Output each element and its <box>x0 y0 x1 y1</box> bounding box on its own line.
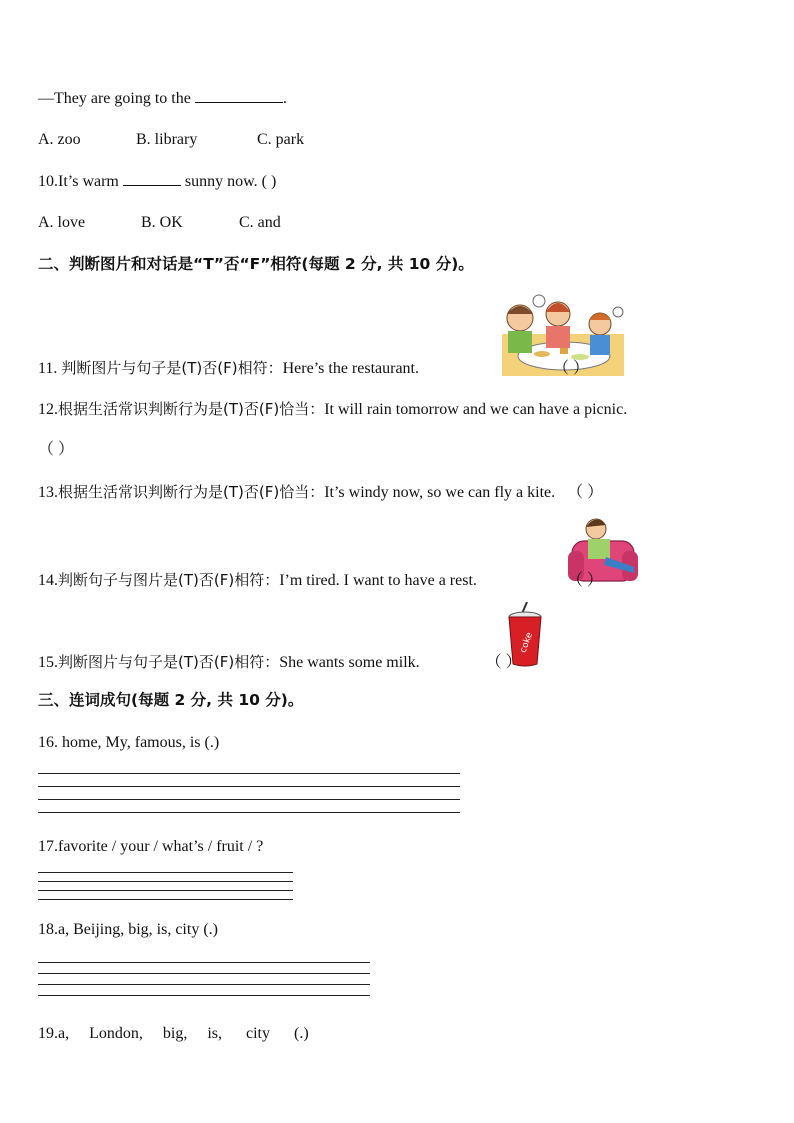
q14-answer-paren[interactable]: （ ） <box>566 572 603 589</box>
q12-sentence: It will rain tomorrow and we can have a picnic. <box>324 401 628 418</box>
q15-number: 15. <box>38 654 58 671</box>
q15 <box>38 652 522 673</box>
q10-stem <box>38 171 276 192</box>
q13 <box>38 482 603 503</box>
q12-answer-paren[interactable]: （ ） <box>38 441 75 458</box>
q11-number: 11. <box>38 360 58 377</box>
q9-option-b[interactable]: B. library <box>136 131 198 148</box>
q9-prefix: —They are going to the <box>38 90 191 107</box>
q13-answer-paren[interactable]: （ ） <box>567 484 604 501</box>
q12-answer-line <box>38 440 74 460</box>
q11-answer-paren[interactable]: （ ） <box>553 360 590 377</box>
q10-answer-paren[interactable]: ( ) <box>261 173 277 190</box>
coke-label: coke <box>518 631 536 655</box>
q13-number: 13. <box>38 484 58 501</box>
q12-instruction: 根据生活常识判断行为是(T)否(F)恰当： <box>58 400 325 418</box>
q13-instruction: 根据生活常识判断行为是(T)否(F)恰当： <box>58 483 325 501</box>
q17-prompt: 17.favorite / your / what’s / fruit / ? <box>38 838 264 855</box>
q14-number: 14. <box>38 572 58 589</box>
q14-sentence: I’m tired. I want to have a rest. <box>279 572 477 589</box>
q10-text-a: It’s warm <box>58 173 119 190</box>
q10-option-c[interactable]: C. and <box>239 214 281 231</box>
q12 <box>38 399 627 420</box>
q9-option-c[interactable]: C. park <box>257 131 305 148</box>
q14 <box>38 570 603 591</box>
q9-blank[interactable] <box>195 88 283 103</box>
q14-instruction: 判断句子与图片是(T)否(F)相符： <box>58 571 280 589</box>
q9-option-a[interactable]: A. zoo <box>38 131 81 148</box>
q15-sentence: She wants some milk. <box>279 654 420 671</box>
q19-prompt: 19.a, London, big, is, city (.) <box>38 1025 309 1042</box>
q9-options <box>38 130 304 150</box>
q11-instruction: 判断图片与句子是(T)否(F)相符： <box>61 359 283 377</box>
q16-prompt: 16. home, My, famous, is (.) <box>38 734 220 751</box>
q9-stem <box>38 88 287 109</box>
q12-number: 12. <box>38 401 58 418</box>
q10-text-b: sunny now. <box>184 173 258 190</box>
q13-sentence: It’s windy now, so we can fly a kite. <box>324 484 556 501</box>
q18-prompt: 18.a, Beijing, big, is, city (.) <box>38 921 218 938</box>
section-2-heading: 二、判断图片和对话是“T”否“F”相符(每题 2 分, 共 10 分)。 <box>38 255 474 273</box>
q11 <box>38 358 589 379</box>
q10-number: 10. <box>38 173 58 190</box>
q10-options <box>38 213 281 233</box>
q15-answer-paren[interactable]: （ ） <box>485 654 522 671</box>
q9-suffix: . <box>282 90 287 107</box>
q11-sentence: Here’s the restaurant. <box>282 360 419 377</box>
q10-option-a[interactable]: A. love <box>38 214 86 231</box>
q15-instruction: 判断图片与句子是(T)否(F)相符： <box>58 653 280 671</box>
q10-option-b[interactable]: B. OK <box>141 214 183 231</box>
section-3-heading: 三、连词成句(每题 2 分, 共 10 分)。 <box>38 691 304 709</box>
q10-blank[interactable] <box>123 171 181 186</box>
